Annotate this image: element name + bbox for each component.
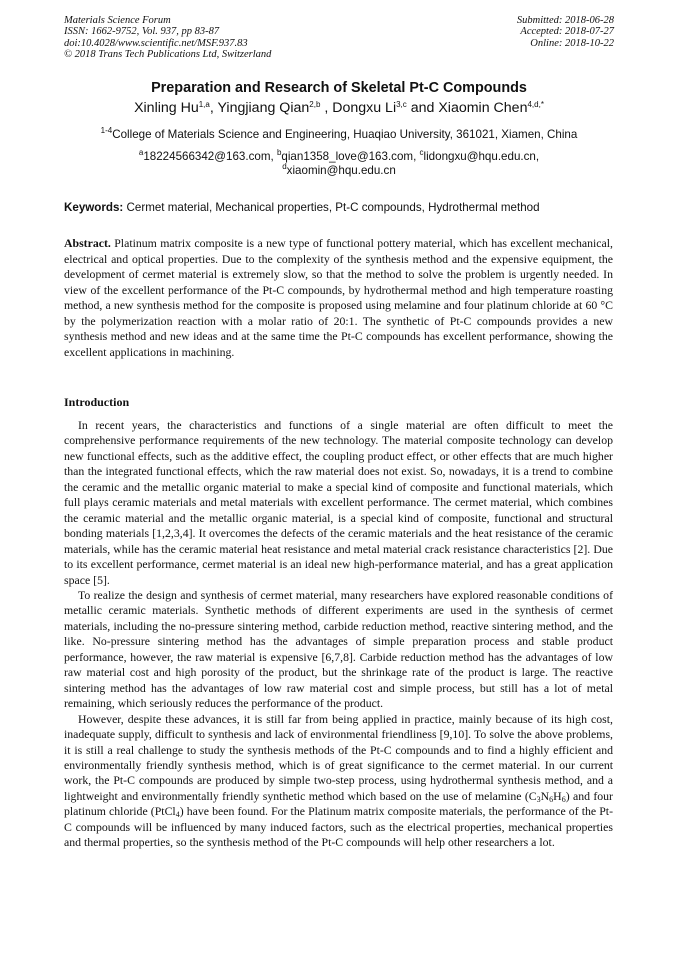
author-separator: and <box>406 100 439 116</box>
email-b[interactable]: qian1358_love@163.com <box>281 150 414 163</box>
publication-dates <box>517 15 614 49</box>
email-c[interactable]: lidongxu@hqu.edu.cn <box>423 150 536 163</box>
paragraph: However, despite these advances, it is still far from being applied in practice, mainly because of its high cost, inadequate supply, difficult to synthesis and lack of environmental friendliness [9,10]. To solve the above problems, it is still a real challenge to study the synthesis methods of the Pt-C compounds and to find a highly efficient and environmentally friendly synthesis method, which is of great significance to the cermet material. In our current work, the Pt-C compounds are produced by simple two-step process, using hydrothermal synthesis method, and a lightweight and environmentally friendly synthetic method which based on the use of melamine $(C_3N_6H_6)$ and four platinum chloride (PtCl$_4$) have been found. For the Platinum matrix composite materials, the performance of the Pt-C compounds will be influenced by many induced factors, such as the electrical properties, mechanical properties and thermal properties, so the synthesis method of the Pt-C compounds will help other researchers a lot. <box>64 711 613 850</box>
keywords-text: Cermet material, Mechanical properties, Pt-C compounds, Hydrothermal method <box>126 201 540 214</box>
affiliation-text: College of Materials Science and Engineering, Huaqiao University, 361021, Xiamen, China <box>112 128 578 141</box>
author-name: Dongxu Li <box>332 100 397 116</box>
author-separator: , <box>209 100 218 116</box>
online-date: Online: 2018-10-22 <box>530 37 614 49</box>
abstract-label: Abstract. <box>64 236 111 250</box>
introduction-body <box>64 418 613 851</box>
abstract-text: Platinum matrix composite is a new type of functional pottery material, which has excellent mechanical, electrical and optical properties. Due to the complexity of the synthesis method and the expensive equipment, the development of cermet material is extremely slow, so that the method to solve the problem is urgently needed. In view of the excellent performance of the Pt-C compounds, by hydrothermal method and high temperature roasting method, a new synthesis method for the composite is proposed using melamine and four platinum chloride at 60 °C by the polymerization reaction with a molar ratio of 20:1. The synthetic of Pt-C compounds provides a new synthesis method and new ideas and at the same time the Pt-C compounds has excellent performance, showing the excellent applications in machining. <box>64 236 613 359</box>
journal-name: Materials Science Forum <box>64 15 171 26</box>
paper-title: Preparation and Research of Skeletal Pt-C Compounds <box>151 80 527 96</box>
doi-line[interactable]: doi:10.4028/www.scientific.net/MSF.937.83 <box>64 37 248 49</box>
submitted-date: Submitted: 2018-06-28 <box>516 15 614 26</box>
journal-info <box>64 15 271 60</box>
keywords-label: Keywords: <box>64 201 124 214</box>
paragraph: To realize the design and synthesis of cermet material, many researchers have explored reasonable conditions of metallic ceramic materials. Synthetic methods of different experiments are used in the synthesis of cermet materials, including the no-pressure sintering method, carbide reduction method, reactive sintering method, and the like. No-pressure sintering method has the advantages of simple preparation process and stable product performance, however, the raw material is expensive [6,7,8]. Carbide reduction method has the advantages of low raw material cost and high porosity of the product, but the shrinkage rate of the product is large. The reactive sintering method has the advantages of low raw material cost and simple process, but still has a lot of metal remaining, which seriously reduces the performance of the product. <box>64 587 613 711</box>
email-a[interactable]: 18224566342@163.com <box>143 150 271 163</box>
author-superscript: 3,c <box>396 100 407 109</box>
introduction-heading: Introduction <box>64 395 130 409</box>
issn-line: ISSN: 1662-9752, Vol. 937, pp 83-87 <box>64 26 220 38</box>
author-superscript: 1,a <box>198 100 210 109</box>
author-name: Xiaomin Chen <box>438 100 528 116</box>
author-emails <box>0 150 678 178</box>
author-name: Xinling Hu <box>134 100 199 116</box>
copyright-line: © 2018 Trans Tech Publications Ltd, Switzerland <box>64 48 272 60</box>
keywords <box>64 201 624 214</box>
abstract <box>64 236 613 360</box>
email-d[interactable]: xiaomin@hqu.edu.cn <box>286 164 396 177</box>
email-line-2: $^d$xiaomin@hqu.edu.cn <box>282 162 396 177</box>
affiliation-superscript: 1-4 <box>100 126 113 135</box>
author-superscript: 2,b <box>309 100 321 109</box>
accepted-date: Accepted: 2018-07-27 <box>520 26 614 38</box>
author-name: Yingjiang Qian <box>217 100 310 116</box>
author-superscript: 4,d,* <box>527 100 544 109</box>
affiliation <box>0 128 678 141</box>
author-separator: , <box>320 100 333 116</box>
paragraph: In recent years, the characteristics and functions of a single material are often difficult to meet the comprehensive performance requirements of the new technology. The material composite technology can develop new functional effects, such as the additive effect, the coupling product effect, or other effects that are much higher than the integrated functional effects, which the raw material does not exist. So, nowadays, it is a trend to combine the ceramic and the metallic organic material to make a special kind of composite and functional materials, which full plays ceramic materials and metal materials with excellent performance. The cermet material, which combines the ceramic material and the metallic organic material, is a special kind of composite, functional and structural bonding materials [1,2,3,4]. It overcomes the defects of the ceramic materials and the heat resistance of the ceramic materials, while has the ceramic material heat resistance and metal material crack resistance characteristics [2]. Due to its excellent performance, cermet material is an ideal new high-performance material, and has a great application space [5]. <box>64 418 613 587</box>
email-line-1: $^a$18224566342@163.com, $^b$qian1358_love@163.com, $^c$lidongxu@hqu.edu.cn, <box>138 148 540 163</box>
author-list <box>0 100 678 116</box>
